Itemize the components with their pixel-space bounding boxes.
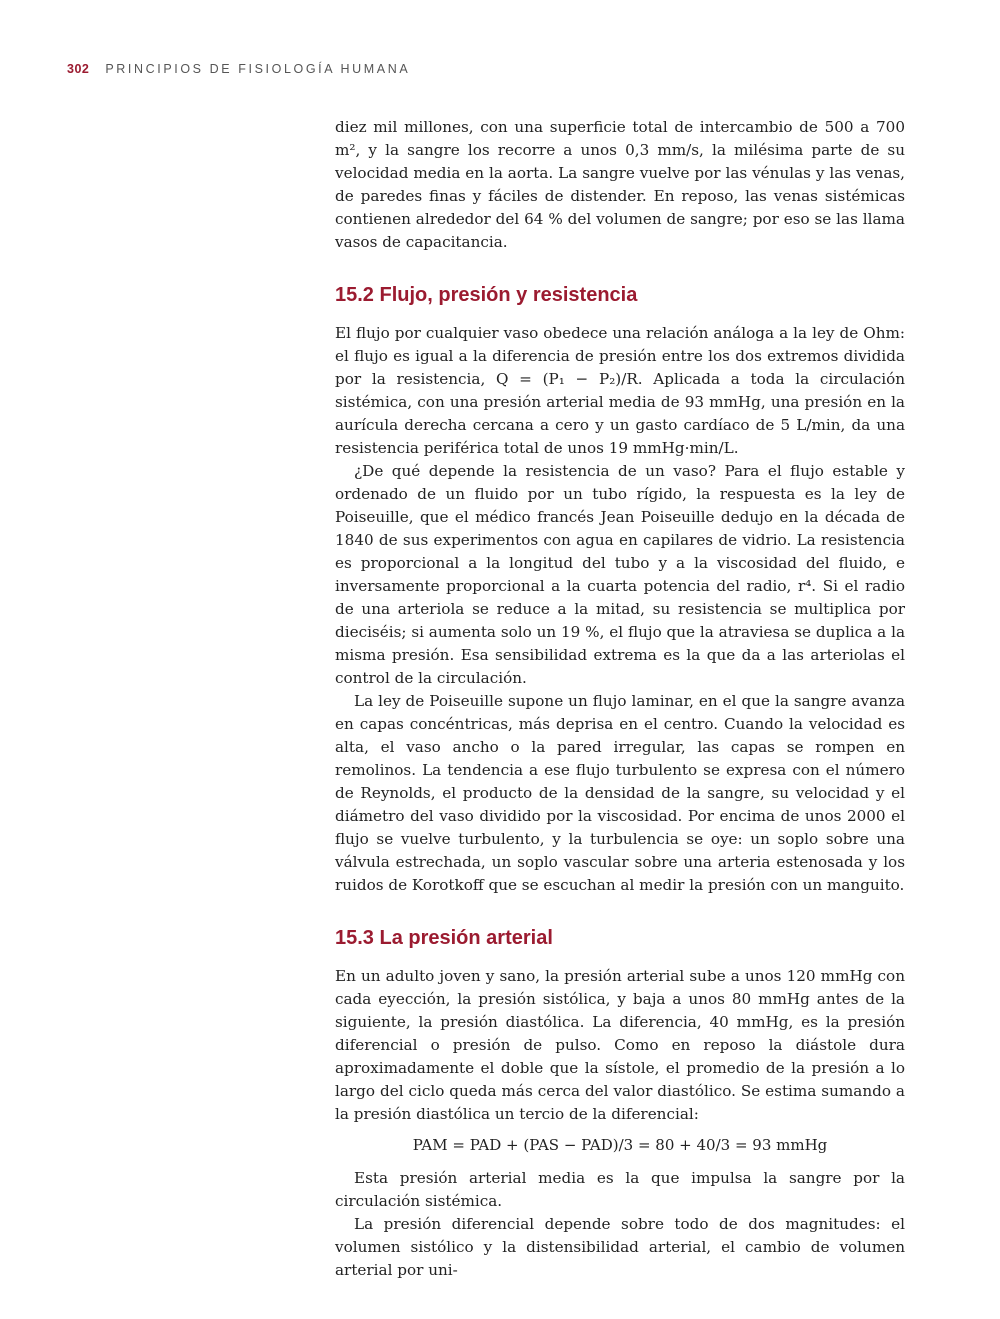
paragraph: El flujo por cualquier vaso obedece una relación análoga a la ley de Ohm: el flujo es igual a la diferencia de presión entre los dos extremos dividida por la resistencia, Q = (P₁ − P₂)/R. Aplicada a toda la circulación sistémica, con una presión arterial media de 93 mmHg, una presión en la aurícula derecha cercana a cero y un gasto cardíaco de 5 L/min, da una resistencia periférica total de unos 19 mmHg·min/L. xyxy=(335,324,905,457)
text-column xyxy=(335,116,905,1282)
paragraph: diez mil millones, con una superficie total de intercambio de 500 a 700 m², y la sangre los recorre a unos 0,3 mm/s, la milésima parte de su velocidad media en la aorta. La sangre vuelve por las vénulas y las venas, de paredes finas y fáciles de distender. En reposo, las venas sistémicas contienen alrededor del 64 % del volumen de sangre; por eso se las llama vasos de capacitancia. xyxy=(335,118,905,251)
paragraph: La ley de Poiseuille supone un flujo laminar, en el que la sangre avanza en capas concéntricas, más deprisa en el centro. Cuando la velocidad es alta, el vaso ancho o la pared irregular, las capas se rompen en remolinos. La tendencia a ese flujo turbulento se expresa con el número de Reynolds, el producto de la densidad de la sangre, su velocidad y el diámetro del vaso dividido por la viscosidad. Por encima de unos 2000 el flujo se vuelve turbulento, y la turbulencia se oye: un soplo sobre una válvula estrechada, un soplo vascular sobre una arteria estenosada y los ruidos de Korotkoff que se escuchan al medir la presión con un manguito. xyxy=(335,692,905,894)
equation: PAM = PAD + (PAS − PAD)/3 = 80 + 40/3 = 93 mmHg xyxy=(412,1136,828,1154)
paragraph: La presión diferencial depende sobre todo de dos magnitudes: el volumen sistólico y la distensibilidad arterial, el cambio de volumen arterial por uni- xyxy=(335,1215,905,1279)
book-title: PRINCIPIOS DE FISIOLOGÍA HUMANA xyxy=(105,62,411,76)
paragraph: ¿De qué depende la resistencia de un vaso? Para el flujo estable y ordenado de un fluido por un tubo rígido, la respuesta es la ley de Poiseuille, que el médico francés Jean Poiseuille dedujo en la década de 1840 de sus experimentos con agua en capilares de vidrio. La resistencia es proporcional a la longitud del tubo y a la viscosidad del fluido, e inversamente proporcional a la cuarta potencia del radio, r⁴. Si el radio de una arteriola se reduce a la mitad, su resistencia se multiplica por dieciséis; si aumenta solo un 19 %, el flujo que la atraviesa se duplica a la misma presión. Esa sensibilidad extrema es la que da a las arteriolas el control de la circulación. xyxy=(335,462,905,687)
running-head xyxy=(67,62,410,76)
section-heading-15-2: 15.2 Flujo, presión y resistencia xyxy=(335,284,638,306)
section-heading-15-3: 15.3 La presión arterial xyxy=(335,927,553,949)
paragraph: Esta presión arterial media es la que impulsa la sangre por la circulación sistémica. xyxy=(335,1169,905,1210)
page-number: 302 xyxy=(67,62,90,76)
paragraph: En un adulto joven y sano, la presión arterial sube a unos 120 mmHg con cada eyección, la presión sistólica, y baja a unos 80 mmHg antes de la siguiente, la presión diastólica. La diferencia, 40 mmHg, es la presión diferencial o presión de pulso. Como en reposo la diástole dura aproximadamente el doble que la sístole, el promedio de la presión a lo largo del ciclo queda más cerca del valor diastólico. Se estima sumando a la presión diastólica un tercio de la diferencial: xyxy=(335,967,905,1123)
